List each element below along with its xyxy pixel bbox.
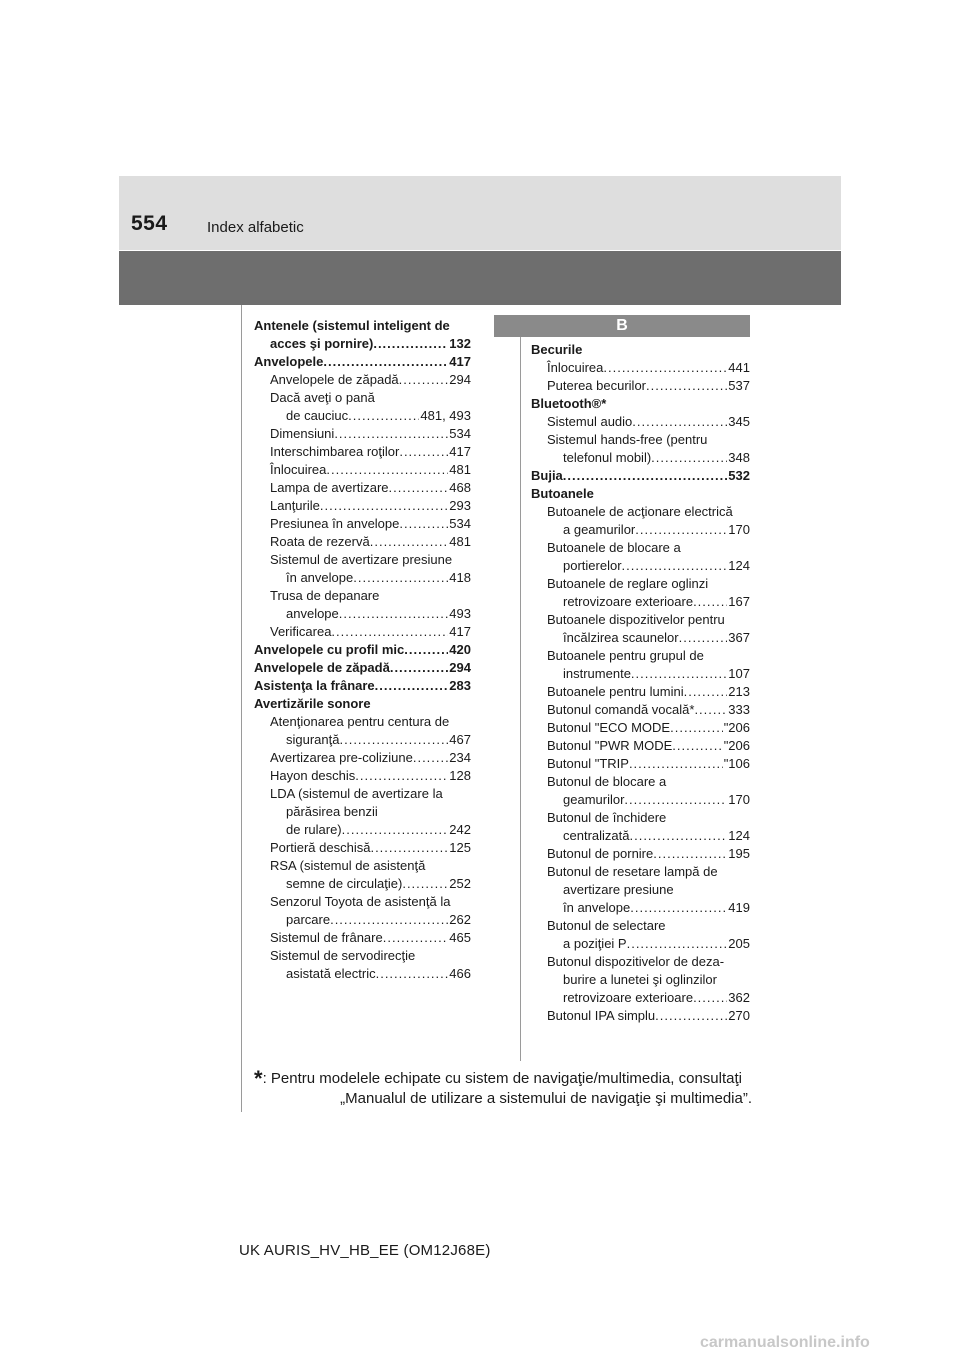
index-entry — [531, 737, 750, 755]
index-entry-text: Becurile — [531, 342, 583, 357]
index-entry-line: burire a lunetei şi oglinzilor — [563, 972, 717, 987]
index-entry-page: 125 — [449, 840, 471, 855]
index-entry-last-line — [547, 683, 750, 701]
index-entry-page: "206 — [723, 738, 750, 753]
index-entry-last-line — [254, 659, 471, 677]
index-entry-page: 195 — [728, 846, 750, 861]
index-entry-text: de cauciuc — [286, 408, 349, 423]
index-entry-page: 170 — [728, 522, 750, 537]
index-column-right — [531, 341, 750, 1025]
index-entry-last-line — [270, 533, 471, 551]
index-entry-last-line — [270, 839, 471, 857]
dot-leader — [646, 377, 727, 395]
index-entry-line: Sistemul de servodirecţie — [270, 948, 416, 963]
index-entry-page: 242 — [449, 822, 471, 837]
dot-leader — [334, 425, 448, 443]
dot-leader — [563, 467, 728, 485]
index-entry-text: Butoanele — [531, 486, 594, 501]
index-entry-line: LDA (sistemul de avertizare la — [270, 786, 443, 801]
index-entry — [531, 1007, 750, 1025]
index-entry-text: Bujia — [531, 468, 563, 483]
index-entry — [254, 767, 471, 785]
index-entry-text: încălzirea scaunelor — [563, 630, 679, 645]
index-entry-text: Anvelopele de zăpadă — [254, 660, 390, 675]
index-entry-last-line — [270, 497, 471, 515]
index-entry-text: Înlocuirea — [270, 462, 327, 477]
index-entry-last-line — [270, 425, 471, 443]
index-entry — [254, 461, 471, 479]
index-entry-text: siguranţă — [286, 732, 340, 747]
index-entry-page: 205 — [728, 936, 750, 951]
dot-leader — [331, 623, 448, 641]
index-entry-last-line — [270, 821, 471, 839]
index-entry-text: asistată electric — [286, 966, 376, 981]
dot-leader — [342, 821, 449, 839]
index-entry-text: centralizată — [563, 828, 630, 843]
dot-leader — [629, 827, 727, 845]
dot-leader — [635, 521, 727, 539]
index-entry-text: Portieră deschisă — [270, 840, 371, 855]
index-entry — [254, 497, 471, 515]
document-code: UK AURIS_HV_HB_EE (OM12J68E) — [239, 1242, 491, 1259]
index-entry-line: Butonul dispozitivelor de deza- — [547, 954, 725, 969]
dot-leader — [370, 533, 449, 551]
index-entry — [531, 683, 750, 701]
dot-leader — [693, 593, 727, 611]
index-entry-line: Butonul de blocare a — [547, 774, 667, 789]
index-entry-line: Butonul de resetare lampă de — [547, 864, 718, 879]
dot-leader — [655, 1007, 727, 1025]
index-entry-last-line — [547, 521, 750, 539]
index-entry-last-line — [270, 371, 471, 389]
index-entry-text: Puterea becurilor — [547, 378, 646, 393]
column-rule-middle — [520, 336, 521, 1061]
dot-leader — [320, 497, 448, 515]
dot-leader — [326, 461, 448, 479]
index-entry-text: Avertizările sonore — [254, 696, 371, 711]
index-entry-line: Antenele (sistemul inteligent de — [254, 318, 450, 333]
index-entry-line: Sistemul hands-free (pentru — [547, 432, 708, 447]
index-entry-last-line — [547, 701, 750, 719]
index-entry-text: în anvelope — [286, 570, 354, 585]
index-entry-text: retrovizoare exterioare — [563, 990, 694, 1005]
index-entry-page: "106 — [723, 756, 750, 771]
index-entry-text: Lanţurile — [270, 498, 320, 513]
dot-leader — [694, 701, 727, 719]
dot-leader — [603, 359, 727, 377]
dot-leader — [672, 737, 722, 755]
index-entry-page: 465 — [449, 930, 471, 945]
index-entry-text: instrumente — [563, 666, 631, 681]
index-entry-page: 294 — [449, 660, 471, 675]
section-header-b: B — [494, 315, 750, 337]
index-entry-last-line — [270, 749, 471, 767]
index-entry-page: 537 — [728, 378, 750, 393]
index-entry-text: Roata de rezervă — [270, 534, 370, 549]
index-entry-last-line — [270, 929, 471, 947]
index-entry — [531, 845, 750, 863]
index-entry-last-line — [270, 407, 471, 425]
dot-leader — [684, 683, 728, 701]
index-entry-last-line — [531, 341, 750, 359]
index-entry-text: anvelope — [286, 606, 339, 621]
index-entry-text: portierelor — [563, 558, 622, 573]
index-entry-text: Hayon deschis — [270, 768, 356, 783]
index-entry-last-line — [547, 377, 750, 395]
page-number: 554 — [131, 212, 168, 235]
index-entry-text: Verificarea — [270, 624, 332, 639]
index-entry-page: 417 — [449, 354, 471, 369]
index-entry — [254, 839, 471, 857]
index-entry-line: părăsirea benzii — [286, 804, 378, 819]
index-entry — [254, 515, 471, 533]
index-entry-page: 132 — [449, 336, 471, 351]
index-entry-page: 234 — [449, 750, 471, 765]
dot-leader — [679, 629, 728, 647]
index-entry — [254, 947, 471, 983]
dot-leader — [629, 755, 723, 773]
index-entry-text: Anvelopele de zăpadă — [270, 372, 399, 387]
index-entry-last-line — [547, 989, 750, 1007]
dot-leader — [373, 335, 448, 353]
index-entry-page: 532 — [728, 468, 750, 483]
index-entry-last-line — [547, 449, 750, 467]
dot-leader — [653, 845, 727, 863]
index-entry — [254, 749, 471, 767]
index-entry-last-line — [547, 827, 750, 845]
index-entry — [531, 773, 750, 809]
index-entry-line: Senzorul Toyota de asistenţă la — [270, 894, 451, 909]
index-entry-last-line — [547, 791, 750, 809]
dot-leader — [402, 875, 448, 893]
dot-leader — [399, 515, 448, 533]
index-entry-last-line — [547, 845, 750, 863]
index-entry — [531, 395, 750, 413]
index-entry-line: Butonul de închidere — [547, 810, 667, 825]
index-entry-last-line — [270, 911, 471, 929]
dot-leader — [399, 443, 448, 461]
index-entry-page: 283 — [449, 678, 471, 693]
index-entry — [254, 893, 471, 929]
index-entry-text: Anvelopele cu profil mic — [254, 642, 405, 657]
index-entry-last-line — [270, 623, 471, 641]
index-entry-page: 348 — [728, 450, 750, 465]
index-entry-last-line — [270, 569, 471, 587]
index-entry-text: Sistemul de frânare — [270, 930, 383, 945]
index-entry-text: Lampa de avertizare — [270, 480, 389, 495]
dot-leader — [339, 605, 449, 623]
index-entry-text: Bluetooth®* — [531, 396, 607, 411]
index-entry-last-line — [547, 593, 750, 611]
index-entry-last-line — [254, 353, 471, 371]
index-entry-text: Avertizarea pre-coliziune — [270, 750, 413, 765]
index-entry-last-line — [547, 755, 750, 773]
dot-leader — [376, 965, 449, 983]
index-entry-last-line — [547, 1007, 750, 1025]
dot-leader — [622, 557, 728, 575]
index-entry-page: 293 — [449, 498, 471, 513]
index-entry — [254, 659, 471, 677]
index-entry-line: Butonul de selectare — [547, 918, 666, 933]
dot-leader — [339, 731, 448, 749]
index-entry-page: 481 — [449, 462, 471, 477]
index-entry — [531, 755, 750, 773]
index-entry-page: 362 — [728, 990, 750, 1005]
index-entry-last-line — [547, 413, 750, 431]
dot-leader — [413, 749, 448, 767]
index-entry-text: retrovizoare exterioare — [563, 594, 694, 609]
dot-leader — [651, 449, 727, 467]
index-entry-page: 167 — [728, 594, 750, 609]
index-entry — [254, 533, 471, 551]
header-band — [119, 251, 841, 305]
index-entry-last-line — [531, 467, 750, 485]
index-entry-page: 534 — [449, 516, 471, 531]
index-entry-last-line — [531, 395, 750, 413]
index-entry-line: Atenţionarea pentru centura de — [270, 714, 450, 729]
dot-leader — [389, 479, 449, 497]
index-entry-last-line — [270, 605, 471, 623]
index-entry — [254, 371, 471, 389]
index-entry-line: Butoanele de acţionare electrică — [547, 504, 733, 519]
index-entry-last-line — [254, 677, 471, 695]
index-entry-page: 466 — [449, 966, 471, 981]
index-entry-text: Anvelopele — [254, 354, 324, 369]
dot-leader — [627, 935, 728, 953]
index-entry-page: 252 — [449, 876, 471, 891]
index-entry-page: 333 — [728, 702, 750, 717]
index-entry-text: Sistemul audio — [547, 414, 633, 429]
index-entry — [531, 431, 750, 467]
dot-leader — [670, 719, 723, 737]
index-entry — [531, 953, 750, 1007]
index-entry-page: "206 — [723, 720, 750, 735]
index-entry — [254, 929, 471, 947]
index-entry — [531, 359, 750, 377]
index-entry-text: Butonul de pornire — [547, 846, 654, 861]
dot-leader — [353, 569, 448, 587]
index-entry-text: parcare — [286, 912, 331, 927]
index-entry-page: 417 — [449, 624, 471, 639]
index-entry-last-line — [270, 965, 471, 983]
index-entry — [531, 485, 750, 503]
index-entry-page: 270 — [728, 1008, 750, 1023]
index-entry-page: 419 — [728, 900, 750, 915]
index-entry-text: telefonul mobil) — [563, 450, 652, 465]
dot-leader — [631, 665, 727, 683]
index-entry-last-line — [547, 665, 750, 683]
index-entry-last-line — [270, 479, 471, 497]
index-entry — [254, 425, 471, 443]
index-entry-page: 262 — [449, 912, 471, 927]
index-entry — [254, 695, 471, 713]
index-entry-last-line — [547, 629, 750, 647]
index-entry-text: Înlocuirea — [547, 360, 604, 375]
index-entry — [254, 389, 471, 425]
footnote — [254, 1066, 752, 1109]
index-entry-line: RSA (sistemul de asistenţă — [270, 858, 426, 873]
index-entry — [531, 719, 750, 737]
index-entry-page: 107 — [728, 666, 750, 681]
page-title: Index alfabetic — [207, 219, 304, 236]
index-entry — [254, 317, 471, 353]
index-entry-last-line — [270, 767, 471, 785]
index-entry-text: Interschimbarea roţilor — [270, 444, 400, 459]
index-entry-page: 468 — [449, 480, 471, 495]
index-entry-last-line — [254, 695, 471, 713]
index-entry-page: 467 — [449, 732, 471, 747]
index-entry-text: a geamurilor — [563, 522, 636, 537]
dot-leader — [693, 989, 727, 1007]
index-entry-page: 294 — [449, 372, 471, 387]
index-entry — [531, 575, 750, 611]
index-entry — [531, 701, 750, 719]
index-entry-page: 420 — [449, 642, 471, 657]
index-entry-page: 213 — [728, 684, 750, 699]
index-entry-page: 418 — [449, 570, 471, 585]
index-entry-page: 345 — [728, 414, 750, 429]
index-entry-page: 170 — [728, 792, 750, 807]
index-entry — [254, 677, 471, 695]
index-entry-text: de rulare) — [286, 822, 342, 837]
index-entry-last-line — [531, 485, 750, 503]
dot-leader — [370, 839, 448, 857]
index-entry-text: Butonul comandă vocală* — [547, 702, 695, 717]
index-entry-line: Butoanele pentru grupul de — [547, 648, 704, 663]
index-entry-line: Butoanele dispozitivelor pentru — [547, 612, 725, 627]
index-entry-last-line — [270, 461, 471, 479]
index-entry — [531, 917, 750, 953]
index-entry-text: geamurilor — [563, 792, 625, 807]
dot-leader — [630, 899, 727, 917]
watermark: carmanualsonline.info — [700, 1334, 870, 1351]
index-entry-page: 534 — [449, 426, 471, 441]
index-entry — [254, 587, 471, 623]
dot-leader — [330, 911, 448, 929]
index-entry — [254, 551, 471, 587]
dot-leader — [624, 791, 727, 809]
dot-leader — [632, 413, 727, 431]
index-entry — [254, 641, 471, 659]
dot-leader — [390, 659, 448, 677]
index-entry-last-line — [547, 899, 750, 917]
dot-leader — [404, 641, 448, 659]
dot-leader — [375, 677, 449, 695]
index-entry — [531, 809, 750, 845]
index-entry-text: Butoanele pentru lumini — [547, 684, 684, 699]
index-entry-last-line — [270, 515, 471, 533]
index-entry — [531, 503, 750, 539]
index-entry-page: 493 — [449, 606, 471, 621]
index-column-left — [254, 317, 471, 983]
column-rule-left — [241, 305, 242, 1112]
dot-leader — [383, 929, 449, 947]
index-entry — [531, 467, 750, 485]
dot-leader — [323, 353, 448, 371]
index-entry-page: 417 — [449, 444, 471, 459]
index-entry-page: 128 — [449, 768, 471, 783]
index-entry-last-line — [270, 731, 471, 749]
index-entry-last-line — [547, 737, 750, 755]
index-entry-last-line — [254, 335, 471, 353]
footnote-line-1: : Pentru modelele echipate cu sistem de navigaţie/multimedia, consultaţi — [262, 1070, 742, 1087]
index-entry — [254, 785, 471, 839]
index-entry-line: Sistemul de avertizare presiune — [270, 552, 453, 567]
index-entry-text: Butonul "ECO MODE — [547, 720, 671, 735]
index-entry-last-line — [547, 359, 750, 377]
index-entry — [254, 857, 471, 893]
dot-leader — [399, 371, 449, 389]
index-entry-page: 481, 493 — [420, 408, 471, 423]
index-entry-last-line — [547, 935, 750, 953]
footnote-line-2: „Manualul de utilizare a sistemului de navigaţie şi multimedia”. — [340, 1090, 752, 1107]
index-entry-page: 481 — [449, 534, 471, 549]
index-entry — [531, 539, 750, 575]
index-entry-page: 441 — [728, 360, 750, 375]
dot-leader — [348, 407, 419, 425]
index-entry — [531, 413, 750, 431]
index-entry — [531, 647, 750, 683]
index-entry-text: Butonul IPA simplu — [547, 1008, 656, 1023]
index-entry-line: Trusa de depanare — [270, 588, 380, 603]
index-entry-line: Butoanele de reglare oglinzi — [547, 576, 709, 591]
index-entry-last-line — [270, 443, 471, 461]
index-entry-last-line — [547, 719, 750, 737]
index-entry — [531, 341, 750, 359]
index-entry-line: Dacă aveţi o pană — [270, 390, 375, 405]
index-entry-text: Dimensiuni — [270, 426, 335, 441]
index-entry-page: 124 — [728, 558, 750, 573]
index-entry-page: 367 — [728, 630, 750, 645]
index-entry — [254, 623, 471, 641]
index-entry — [254, 443, 471, 461]
index-entry-text: Presiunea în anvelope — [270, 516, 400, 531]
index-entry — [254, 713, 471, 749]
index-entry-line: avertizare presiune — [563, 882, 674, 897]
index-entry-line: Butoanele de blocare a — [547, 540, 681, 555]
index-entry — [254, 479, 471, 497]
index-entry-last-line — [270, 875, 471, 893]
index-entry — [531, 863, 750, 917]
index-entry-page: 124 — [728, 828, 750, 843]
index-entry-text: acces şi pornire) — [270, 336, 374, 351]
index-entry-text: semne de circulaţie) — [286, 876, 403, 891]
index-entry-text: Butonul "TRIP — [547, 756, 629, 771]
footnote-star: * — [254, 1066, 263, 1091]
index-entry-last-line — [547, 557, 750, 575]
index-entry-last-line — [254, 641, 471, 659]
index-entry-text: Asistenţa la frânare — [254, 678, 375, 693]
header-bar — [119, 176, 841, 250]
index-entry-text: Butonul "PWR MODE — [547, 738, 673, 753]
index-entry-text: a poziţiei P — [563, 936, 627, 951]
index-entry — [531, 377, 750, 395]
dot-leader — [355, 767, 448, 785]
index-entry-text: în anvelope — [563, 900, 631, 915]
index-entry — [254, 353, 471, 371]
index-entry — [531, 611, 750, 647]
